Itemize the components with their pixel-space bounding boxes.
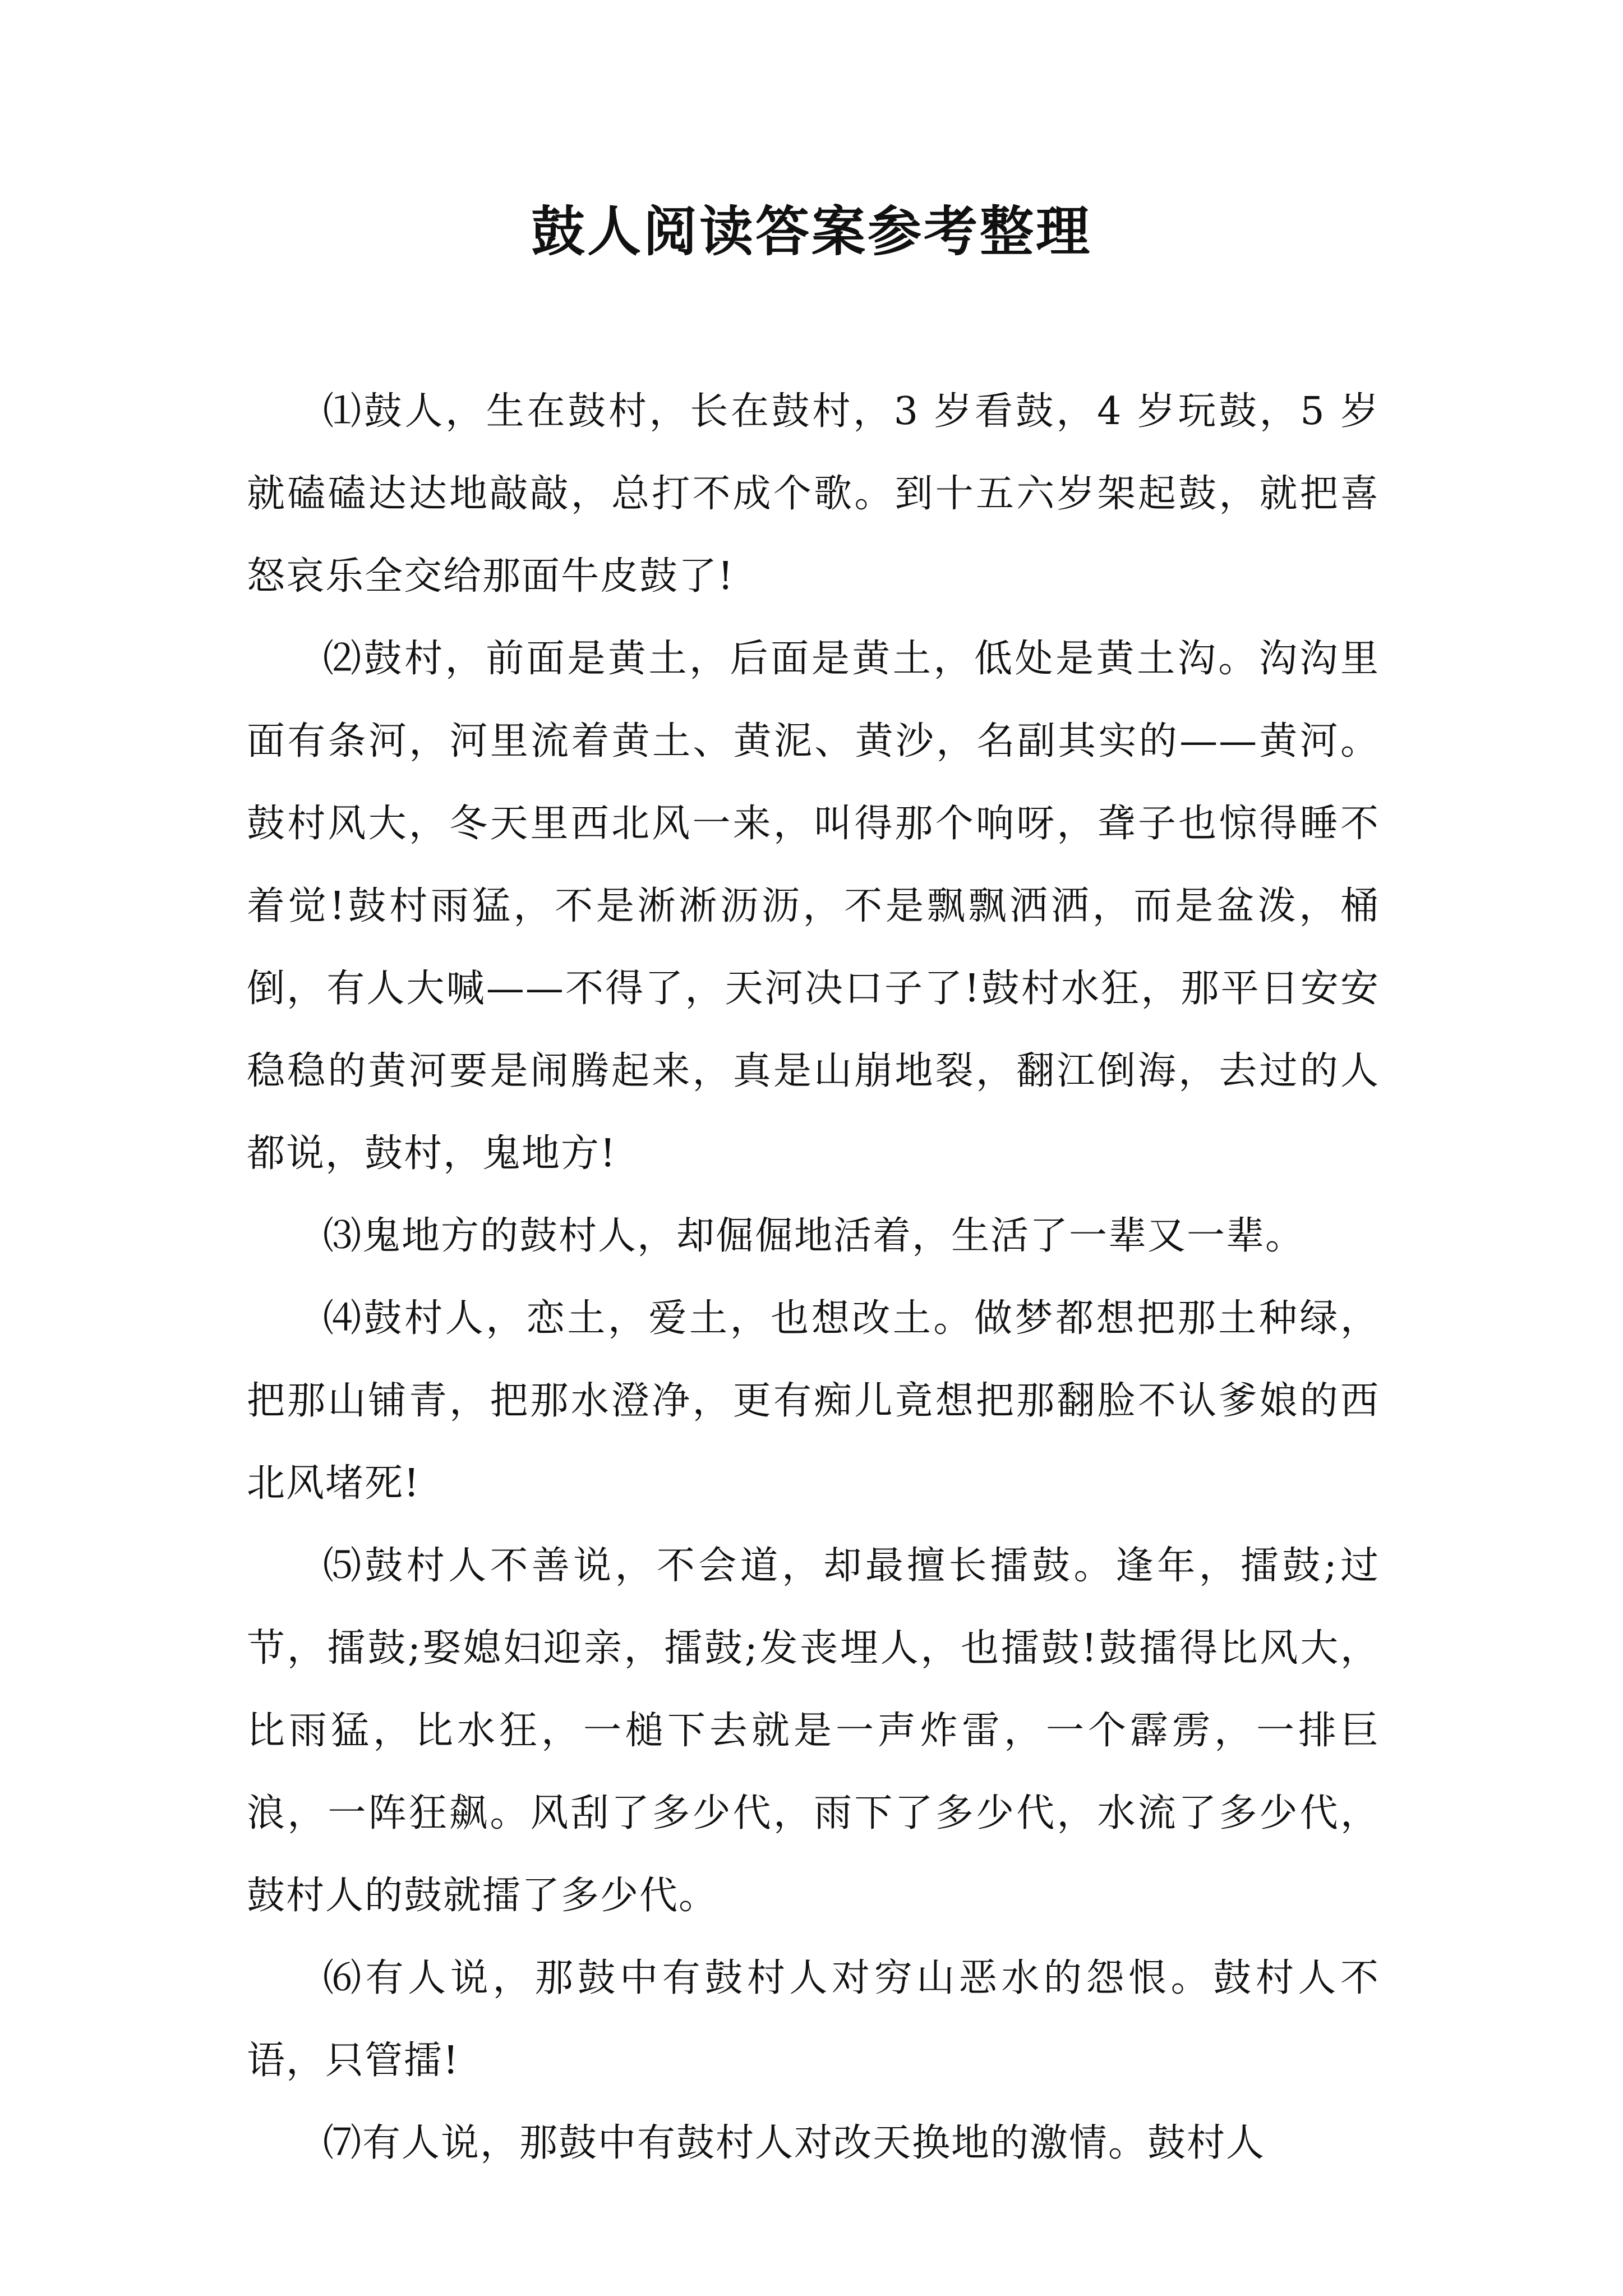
paragraph-5: ⑸鼓村人不善说，不会道，却最擅长擂鼓。逢年，擂鼓;过节，擂鼓;娶媳妇迎亲，擂鼓;发丧埋人，也擂鼓!鼓擂得比风大，比雨猛，比水狂，一槌下去就是一声炸雷，一个霹雳，一排巨浪，一阵狂飙。风刮了多少代，雨下了多少代，水流了多少代，鼓村人的鼓就擂了多少代。 bbox=[247, 1544, 1380, 1918]
paragraph-3: ⑶鬼地方的鼓村人，却倔倔地活着，生活了一辈又一辈。 bbox=[323, 1214, 1305, 1258]
paragraph-1: ⑴鼓人，生在鼓村，长在鼓村，3 岁看鼓，4 岁玩鼓，5 岁就磕磕达达地敲敲，总打不成个歌。到十五六岁架起鼓，就把喜怒哀乐全交给那面牛皮鼓了! bbox=[247, 389, 1380, 599]
document-body bbox=[247, 370, 1380, 2184]
paragraph-4: ⑷鼓村人，恋土，爱土，也想改土。做梦都想把那土种绿，把那山铺青，把那水澄净，更有痴儿竟想把那翻脸不认爹娘的西北风堵死! bbox=[247, 1296, 1380, 1506]
paragraph-2: ⑵鼓村，前面是黄土，后面是黄土，低处是黄土沟。沟沟里面有条河，河里流着黄土、黄泥、黄沙，名副其实的——黄河。鼓村风大，冬天里西北风一来，叫得那个响呀，聋子也惊得睡不着觉!鼓村雨猛，不是淅淅沥沥，不是飘飘洒洒，而是盆泼，桶倒，有人大喊——不得了，天河决口子了!鼓村水狂，那平日安安稳稳的黄河要是闹腾起来，真是山崩地裂，翻江倒海，去过的人都说，鼓村，鬼地方! bbox=[247, 637, 1380, 1176]
paragraph-7: ⑺有人说，那鼓中有鼓村人对改天换地的激情。鼓村人 bbox=[323, 2121, 1266, 2165]
document-title: 鼓人阅读答案参考整理 bbox=[531, 200, 1092, 263]
paragraph-6: ⑹有人说，那鼓中有鼓村人对穷山恶水的怨恨。鼓村人不语，只管擂! bbox=[247, 1956, 1380, 2083]
